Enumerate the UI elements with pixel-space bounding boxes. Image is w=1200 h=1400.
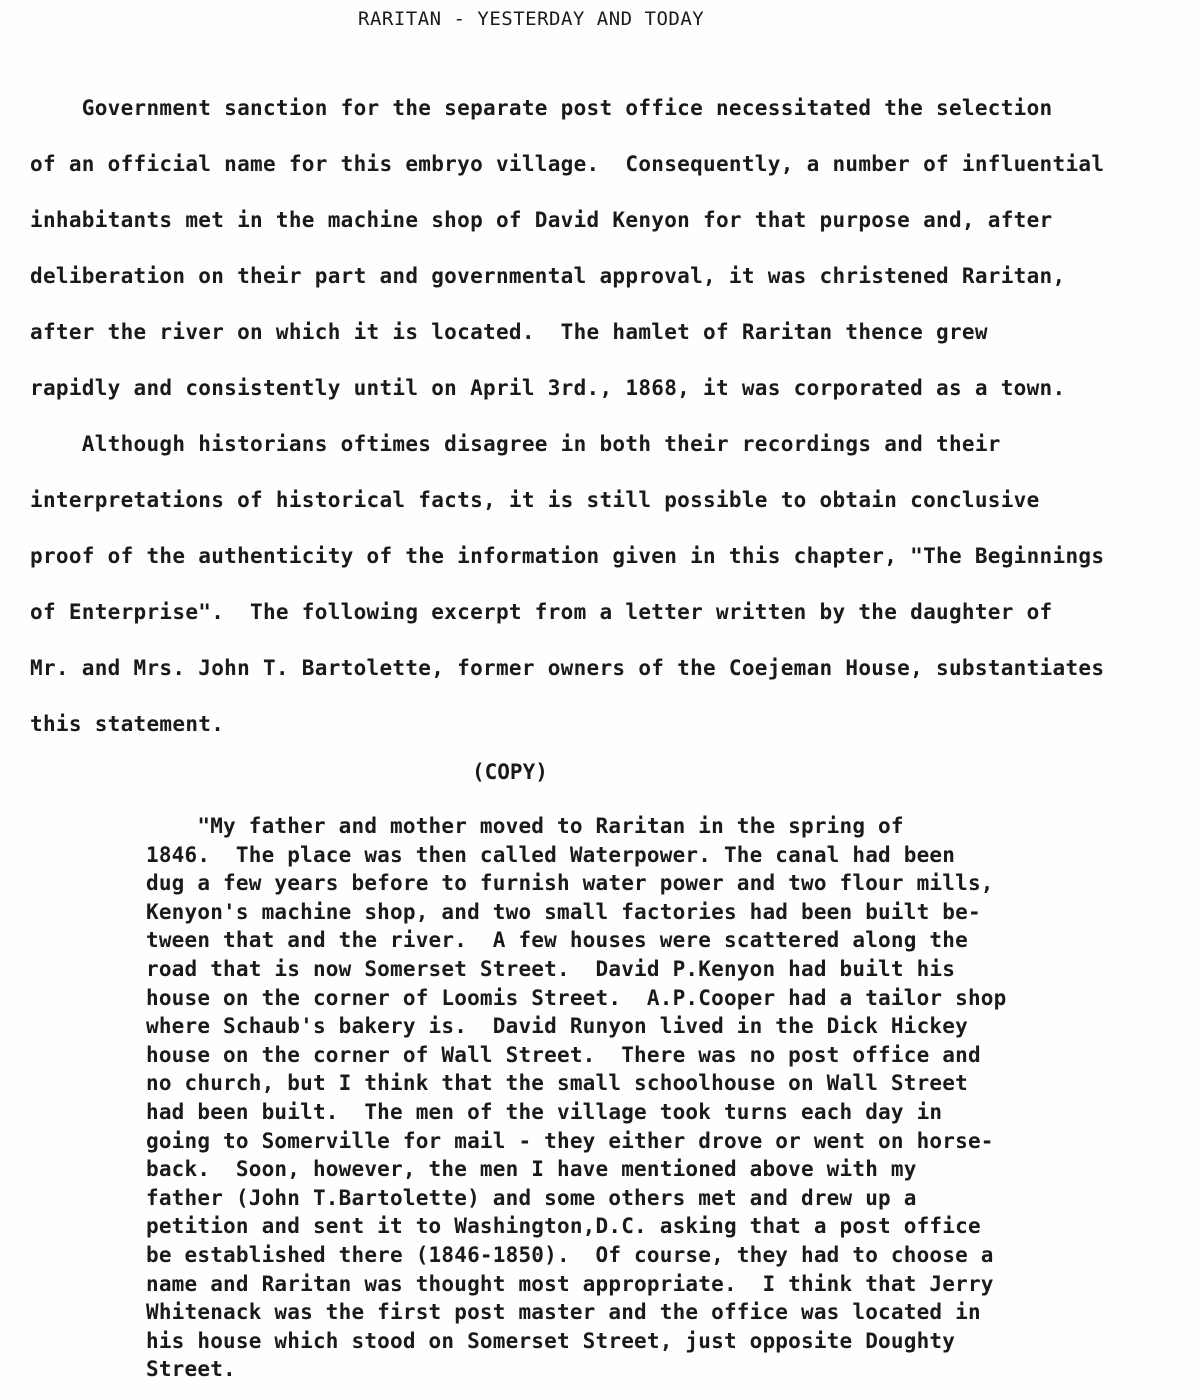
quote-line: house on the corner of Loomis Street. A.P.Cooper had a tailor shop [146,985,1007,1010]
body-paragraphs [30,88,1180,760]
quote-line: name and Raritan was thought most appropriate. I think that Jerry [146,1271,994,1296]
quote-line: going to Somerville for mail - they either drove or went on horse- [146,1128,994,1153]
quote-line: house on the corner of Wall Street. There was no post office and [146,1042,981,1067]
text-line: of Enterprise". The following excerpt from a letter written by the daughter of [30,600,1053,624]
quote-line: father (John T.Bartolette) and some others met and drew up a [146,1185,917,1210]
quote-line: road that is now Somerset Street. David P.Kenyon had built his [146,956,956,981]
quote-line: tween that and the river. A few houses were scattered along the [146,928,968,953]
text-line: Government sanction for the separate post office necessitated the selection [30,96,1053,120]
quote-line: where Schaub's bakery is. David Runyon lived in the Dick Hickey [146,1014,968,1039]
text-line: of an official name for this embryo village. Consequently, a number of influential [30,152,1105,176]
quote-line: Kenyon's machine shop, and two small factories had been built be- [146,899,981,924]
quote-line: be established there (1846-1850). Of course, they had to choose a [146,1242,994,1267]
text-line: Mr. and Mrs. John T. Bartolette, former owners of the Coejeman House, substantiates [30,656,1105,680]
quote-line: had been built. The men of the village took turns each day in [146,1099,943,1124]
text-line: Although historians oftimes disagree in both their recordings and their [30,432,1001,456]
quote-line: Whitenack was the first post master and the office was located in [146,1300,981,1325]
quote-line: his house which stood on Somerset Street, just opposite Doughty [146,1328,956,1353]
quote-line: dug a few years before to furnish water power and two flour mills, [146,871,994,896]
text-line: this statement. [30,712,225,736]
text-line: interpretations of historical facts, it is still possible to obtain conclusive [30,488,1040,512]
quote-line: 1846. The place was then called Waterpower. The canal had been [146,842,956,867]
text-line: inhabitants met in the machine shop of David Kenyon for that purpose and, after [30,208,1053,232]
quote-line: "My father and mother moved to Raritan in the spring of [146,814,904,838]
quote-line: back. Soon, however, the men I have mentioned above with my [146,1157,917,1182]
text-line: rapidly and consistently until on April 3rd., 1868, it was corporated as a town. [30,376,1066,400]
quote-line: Street. [146,1357,236,1382]
quoted-letter [146,812,1146,1384]
quote-line: petition and sent it to Washington,D.C. asking that a post office [146,1214,981,1239]
copy-heading: (COPY) [472,760,548,784]
text-line: deliberation on their part and governmental approval, it was christened Raritan, [30,264,1066,288]
quote-line: no church, but I think that the small schoolhouse on Wall Street [146,1071,968,1096]
text-line: after the river on which it is located. The hamlet of Raritan thence grew [30,320,988,344]
page-title: RARITAN - YESTERDAY AND TODAY [358,8,705,30]
text-line: proof of the authenticity of the information given in this chapter, "The Beginnings [30,544,1105,568]
